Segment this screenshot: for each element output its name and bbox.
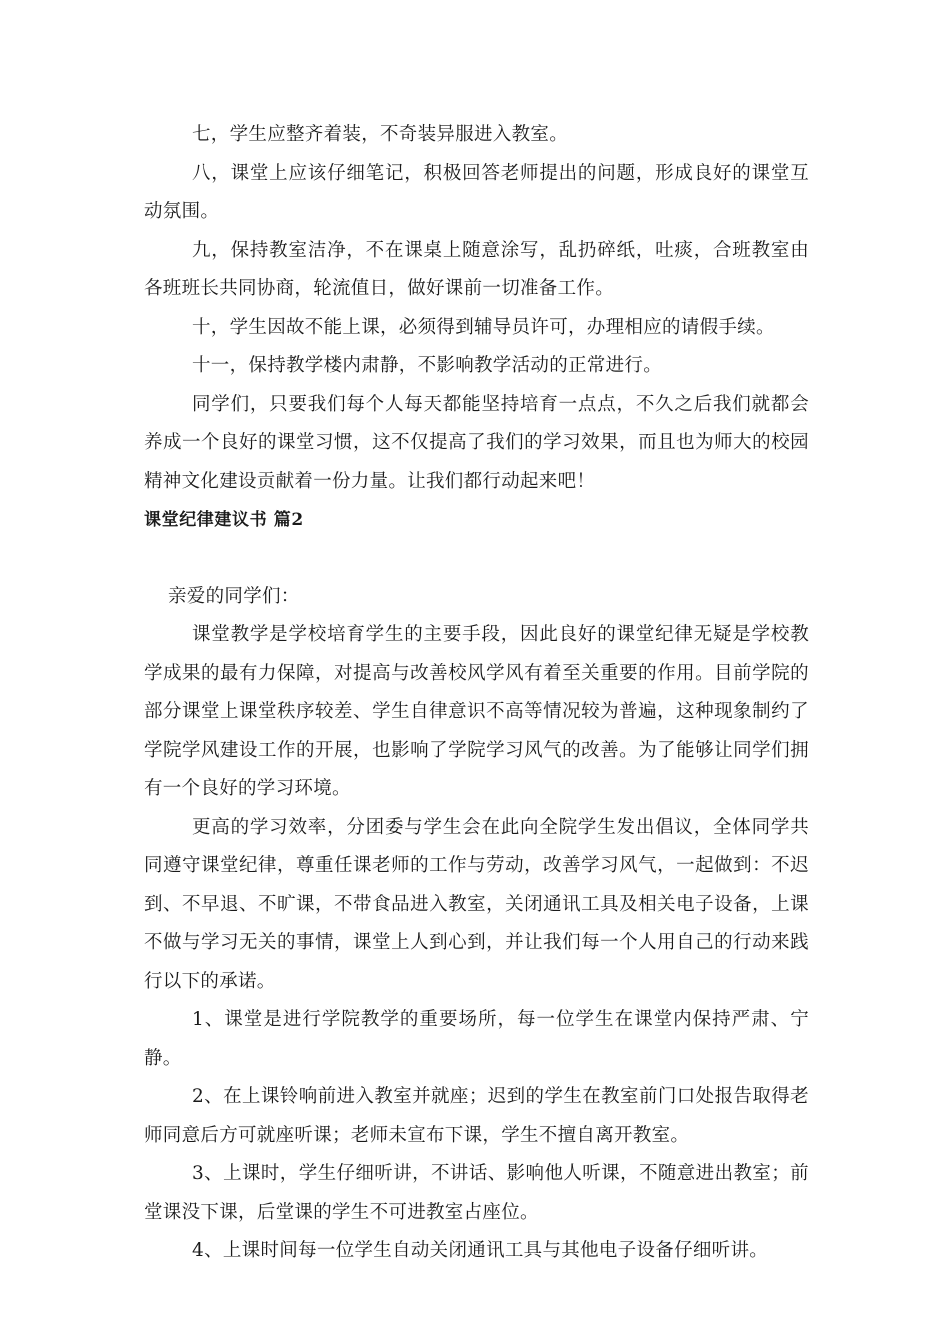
body-paragraph: 课堂教学是学校培育学生的主要手段，因此良好的课堂纪律无疑是学校教学成果的最有力保障，对提高与改善校风学风有着至关重要的作用。目前学院的部分课堂上课堂秩序较差、学生自律意识不高等情况较为普遍，这种现象制约了学院学风建设工作的开展，也影响了学院学习风气的改善。为了能够让同学们拥有一个良好的学习环境。: [144, 624, 809, 799]
rule-11-paragraph: 十一，保持教学楼内肃静，不影响教学活动的正常进行。: [192, 355, 663, 376]
section-heading: 课堂纪律建议书 篇2: [144, 510, 304, 530]
blank-line: [144, 540, 809, 578]
body-paragraph: 更高的学习效率，分团委与学生会在此向全院学生发出倡议，全体同学共同遵守课堂纪律，尊重任课老师的工作与劳动，改善学习风气，一起做到：不迟到、不早退、不旷课，不带食品进入教室，关闭通讯工具及相关电子设备，上课不做与学习无关的事情，课堂上人到心到，并让我们每一个人用自己的行动来践行以下的承诺。: [144, 816, 809, 992]
rule-9-paragraph: 九，保持教室洁净，不在课桌上随意涂写，乱扔碎纸，吐痰，合班教室由各班班长共同协商，轮流值日，做好课前一切准备工作。: [144, 239, 809, 299]
document-page: [144, 116, 809, 1271]
salutation: 亲爱的同学们：: [168, 585, 300, 607]
pledge-item-3: 3、上课时，学生仔细听讲，不讲话、影响他人听课，不随意进出教室；前堂课没下课，后堂课的学生不可进教室占座位。: [144, 1163, 809, 1223]
pledge-item-2: 2、在上课铃响前进入教室并就座；迟到的学生在教室前门口处报告取得老师同意后方可就座听课；老师未宣布下课，学生不擅自离开教室。: [144, 1086, 809, 1146]
rule-10-paragraph: 十，学生因故不能上课，必须得到辅导员许可，办理相应的请假手续。: [192, 316, 775, 338]
rule-7-paragraph: 七，学生应整齐着装，不奇装异服进入教室。: [192, 124, 569, 145]
closing-paragraph: 同学们，只要我们每个人每天都能坚持培育一点点，不久之后我们就都会养成一个良好的课堂习惯，这不仅提高了我们的学习效果，而且也为师大的校园精神文化建设贡献着一份力量。让我们都行动起来吧！: [144, 393, 809, 492]
rule-8-paragraph: 八，课堂上应该仔细笔记，积极回答老师提出的问题，形成良好的课堂互动氛围。: [144, 162, 809, 222]
pledge-item-4: 4、上课时间每一位学生自动关闭通讯工具与其他电子设备仔细听讲。: [192, 1240, 769, 1261]
pledge-item-1: 1、课堂是进行学院教学的重要场所，每一位学生在课堂内保持严肃、宁静。: [144, 1009, 809, 1069]
